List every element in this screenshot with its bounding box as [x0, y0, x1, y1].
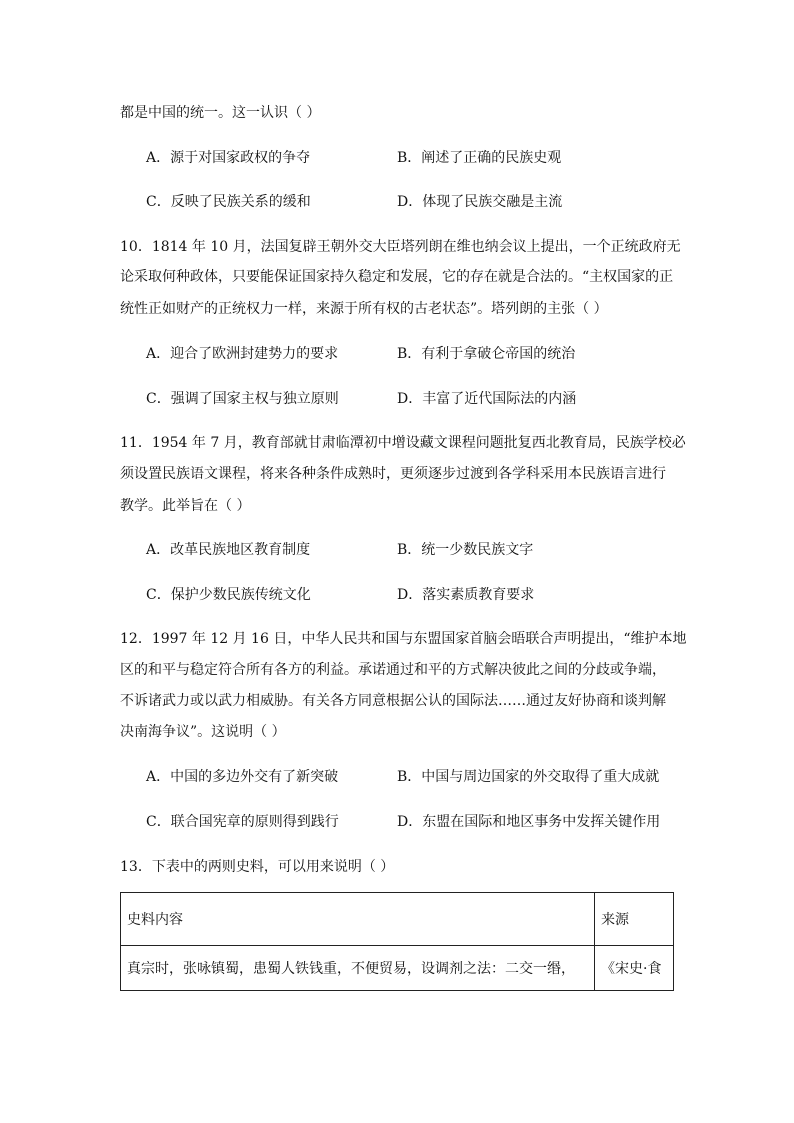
- q11-stem-line-3: 教学。此举旨在（ ）: [120, 498, 251, 514]
- q10-option-b[interactable]: B．有利于拿破仑帝国的统治: [397, 346, 576, 362]
- table-header-row: [121, 893, 674, 946]
- q13-stem: 13．下表中的两则史料，可以用来说明（ ）: [120, 859, 395, 875]
- q10-stem-line-3: 统性正如财产的正统权力一样，来源于所有权的古老状态”。塔列朗的主张（ ）: [120, 301, 608, 317]
- q12-option-b[interactable]: B．中国与周边国家的外交取得了重大成就: [397, 769, 660, 785]
- table-cell-content: 真宗时，张咏镇蜀，患蜀人铁钱重，不便贸易，设调剂之法：二交一缗，: [121, 946, 595, 991]
- q10-option-c[interactable]: C．强调了国家主权与独立原则: [146, 391, 339, 407]
- table-cell-source: 《宋史·食: [595, 946, 674, 991]
- q11-stem-line-1: 11．1954 年 7 月，教育部就甘肃临潭初中增设藏文课程问题批复西北教育局，民族学校必: [120, 435, 686, 451]
- q10-option-d[interactable]: D．丰富了近代国际法的内涵: [397, 391, 577, 407]
- q11-stem-line-2: 须设置民族语文课程，将来各种条件成熟时，更须逐步过渡到各学科采用本民族语言进行: [120, 466, 666, 482]
- q10-stem-line-1: 10．1814 年 10 月，法国复辟王朝外交大臣塔列朗在维也纳会议上提出，一个正统政府无: [120, 239, 681, 255]
- q12-stem-line-1: 12．1997 年 12 月 16 日，中华人民共和国与东盟国家首脑会晤联合声明提出，“维护本地: [120, 631, 687, 647]
- source-table: [120, 892, 674, 991]
- q9-option-b[interactable]: B．阐述了正确的民族史观: [397, 150, 562, 166]
- q9-stem: 都是中国的统一。这一认识（ ）: [120, 105, 321, 121]
- q12-stem-line-4: 决南海争议”。这说明（ ）: [120, 724, 286, 740]
- q10-stem-line-2: 论采取何种政体，只要能保证国家持久稳定和发展，它的存在就是合法的。“主权国家的正: [120, 269, 674, 285]
- q11-option-d[interactable]: D．落实素质教育要求: [397, 587, 535, 603]
- q12-stem-line-2: 区的和平与稳定符合所有各方的利益。承诺通过和平的方式解决彼此之间的分歧或争端，: [120, 662, 666, 678]
- q9-option-d[interactable]: D．体现了民族交融是主流: [397, 194, 563, 210]
- q12-option-c[interactable]: C．联合国宪章的原则得到践行: [146, 814, 339, 830]
- table-row: [121, 946, 674, 991]
- table-header-content: 史料内容: [121, 893, 595, 946]
- q12-option-d[interactable]: D．东盟在国际和地区事务中发挥关键作用: [397, 814, 661, 830]
- q11-option-c[interactable]: C．保护少数民族传统文化: [146, 587, 311, 603]
- q11-option-b[interactable]: B．统一少数民族文字: [397, 542, 534, 558]
- q12-stem-line-3: 不诉诸武力或以武力相威胁。有关各方同意根据公认的国际法……通过友好协商和谈判解: [120, 693, 666, 709]
- q10-option-a[interactable]: A．迎合了欧洲封建势力的要求: [146, 346, 339, 362]
- q9-option-c[interactable]: C．反映了民族关系的缓和: [146, 194, 311, 210]
- q11-option-a[interactable]: A．改革民族地区教育制度: [146, 542, 311, 558]
- q12-option-a[interactable]: A．中国的多边外交有了新突破: [146, 769, 339, 785]
- q9-option-a[interactable]: A．源于对国家政权的争夺: [146, 150, 311, 166]
- table-header-source: 来源: [595, 893, 674, 946]
